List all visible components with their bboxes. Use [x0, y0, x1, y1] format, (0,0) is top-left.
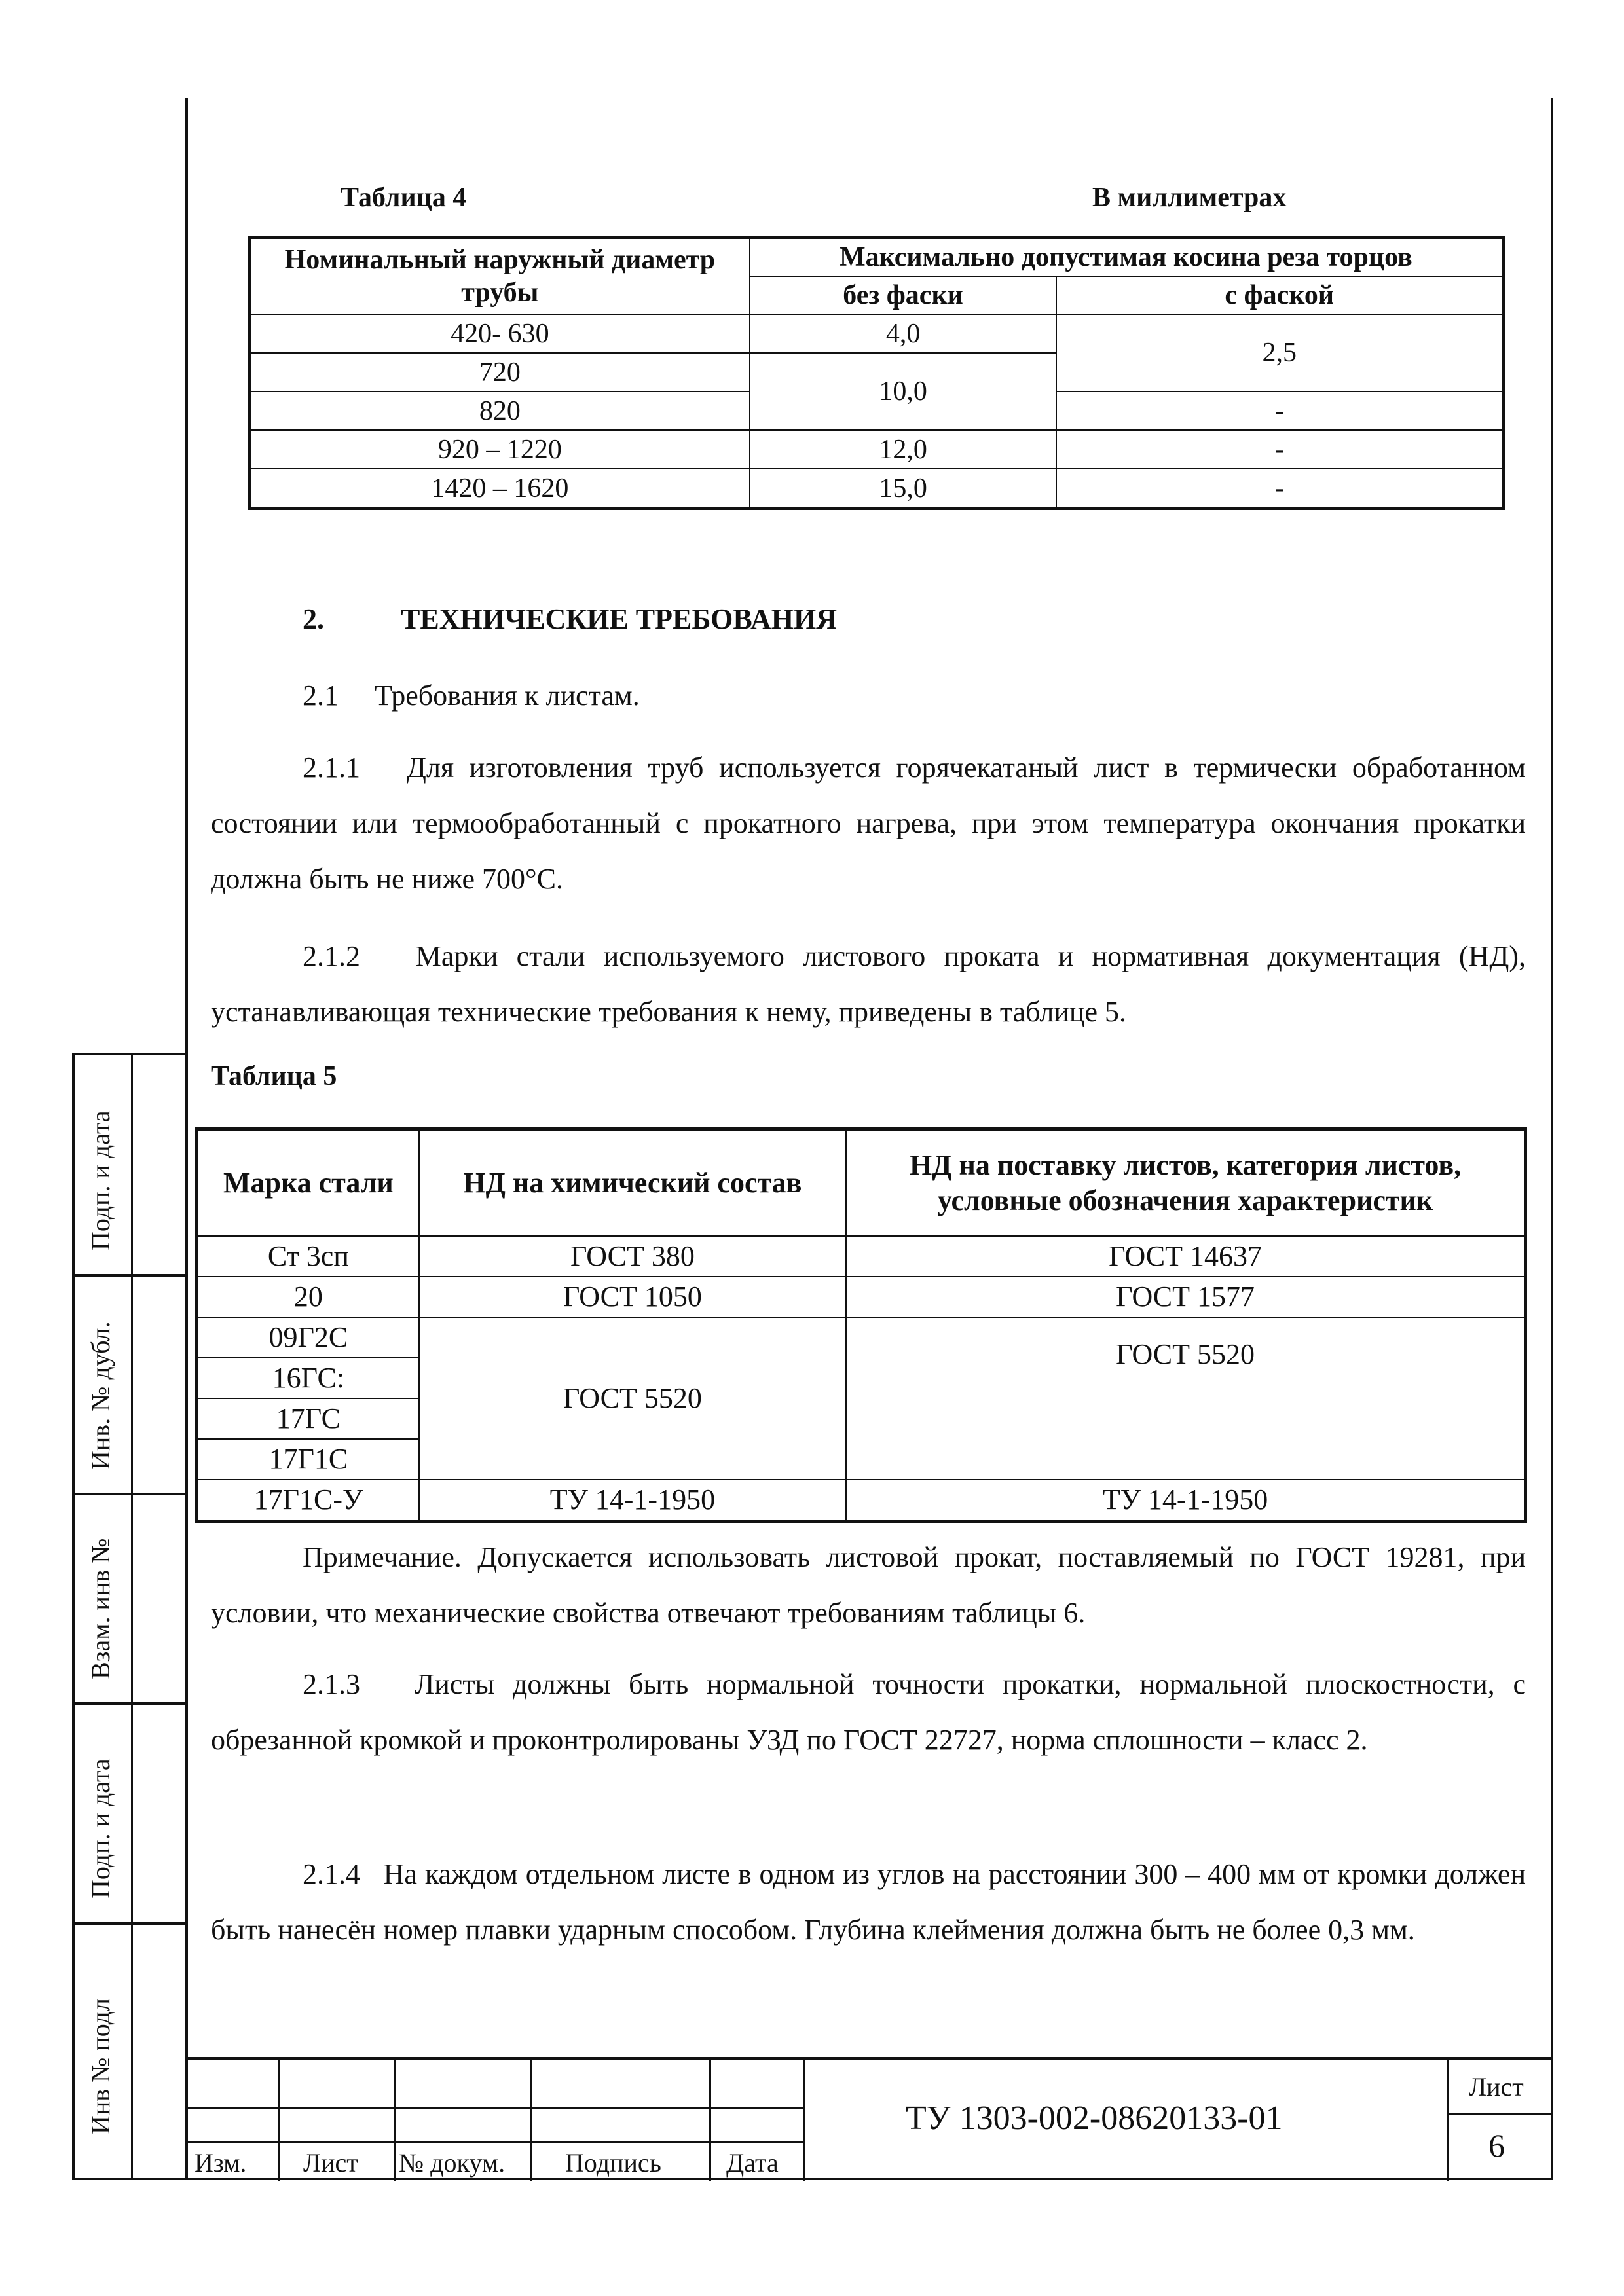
table-row: [197, 1236, 1526, 1277]
section-title: ТЕХНИЧЕСКИЕ ТРЕБОВАНИЯ: [401, 603, 837, 635]
table5-cell: 17Г1С-У: [197, 1480, 419, 1522]
frame-left-border: [185, 98, 188, 2180]
table4-header-group: Максимально допустимая косина реза торцов: [750, 238, 1504, 277]
table5-header-grade: Марка стали: [197, 1129, 419, 1237]
sheet-label: Лист: [1469, 2072, 1524, 2102]
table5-cell: ГОСТ 5520: [846, 1317, 1525, 1480]
table5-cell: 16ГС:: [197, 1358, 419, 1398]
table4-cell: 1420 – 1620: [249, 469, 750, 509]
table4-caption: Таблица 4: [341, 183, 467, 213]
table-row: [249, 469, 1504, 509]
section-number: 2.: [303, 603, 324, 635]
table-row: [249, 430, 1504, 469]
table5-cell: 09Г2С: [197, 1317, 419, 1358]
side-label-replace-inv: Взам. инв №: [86, 1538, 115, 1679]
note-paragraph: Примечание. Допускается использовать листовой прокат, поставляемый по ГОСТ 19281, при условии, что механические свойства отвечают требованиям таблицы 6.: [211, 1541, 1526, 1629]
table5-cell: ГОСТ 5520: [419, 1317, 846, 1480]
table5-cell: ГОСТ 380: [419, 1236, 846, 1277]
title-block: [185, 2057, 1552, 2181]
table4: [248, 236, 1505, 510]
table4-cell: 920 – 1220: [249, 430, 750, 469]
table5-cell: ГОСТ 1050: [419, 1277, 846, 1317]
table4-cell: 4,0: [750, 314, 1057, 353]
table4-cell: -: [1056, 430, 1503, 469]
table5-cell: 17ГС: [197, 1398, 419, 1439]
document-code: ТУ 1303-002-08620133-01: [906, 2100, 1283, 2137]
side-label-orig-inv: Инв № подл: [86, 1998, 115, 2134]
paragraph-2-1-1: 2.1.1 Для изготовления труб используется горячекатаный лист в термически обработанном состоянии или термообработанный с прокатного нагрева, при этом температура окончания прокатки должна быть не ниже 700°С.: [211, 752, 1533, 895]
table5-cell: 20: [197, 1277, 419, 1317]
title-block-data: Дата: [726, 2148, 779, 2178]
table5-cell: 17Г1С: [197, 1439, 419, 1480]
title-block-vline: [394, 2060, 396, 2181]
side-label-dup-inv: Инв. № дубл.: [86, 1321, 115, 1470]
table4-cell: 720: [249, 353, 750, 392]
paragraph-2-1-3: 2.1.3 Листы должны быть нормальной точности прокатки, нормальной плоскостности, с обрезанной кромкой и проконтролированы УЗД по ГОСТ 22727, норма сплошности – класс 2.: [211, 1668, 1533, 1756]
title-block-vline: [709, 2060, 711, 2181]
paragraph-2-1-4: 2.1.4 На каждом отдельном листе в одном из углов на расстоянии 300 – 400 мм от кромки должен быть нанесён номер плавки ударным способом. Глубина клеймения должна быть не более 0,3 мм.: [211, 1858, 1533, 1946]
table-row: [197, 1277, 1526, 1317]
table-row: [197, 1317, 1526, 1358]
side-stamp-sep: [72, 1922, 185, 1925]
title-block-vline: [278, 2060, 280, 2181]
table4-cell: 12,0: [750, 430, 1057, 469]
table4-header-no-chamfer: без фаски: [750, 276, 1057, 314]
table5-caption: Таблица 5: [211, 1061, 337, 1091]
table4-units: В миллиметрах: [1092, 183, 1287, 213]
table4-cell: 2,5: [1056, 314, 1503, 392]
table5: [195, 1127, 1527, 1523]
table5-cell: ТУ 14-1-1950: [846, 1480, 1525, 1522]
title-block-vline: [803, 2060, 805, 2181]
title-block-vline: [1447, 2060, 1449, 2181]
table5-cell: ТУ 14-1-1950: [419, 1480, 846, 1522]
title-block-izm: Изм.: [194, 2148, 247, 2178]
table4-header-chamfer: с фаской: [1056, 276, 1503, 314]
table5-cell: ГОСТ 1577: [846, 1277, 1525, 1317]
title-block-vline: [530, 2060, 532, 2181]
side-stamp-sep: [72, 1702, 185, 1705]
frame-right-border: [1551, 98, 1553, 2180]
table5-header-chem: НД на химический состав: [419, 1129, 846, 1237]
table5-header-supply: НД на поставку листов, категория листов, условные обозначения характеристик: [846, 1129, 1525, 1237]
title-block-hline: [1447, 2113, 1552, 2115]
table4-cell: 420- 630: [249, 314, 750, 353]
table4-cell: -: [1056, 392, 1503, 430]
title-block-list: Лист: [303, 2148, 358, 2178]
table4-cell: 820: [249, 392, 750, 430]
side-stamp-divider: [131, 1053, 133, 2180]
paragraph-2-1: 2.1 Требования к листам.: [303, 680, 640, 712]
table5-cell: Ст 3сп: [197, 1236, 419, 1277]
table4-header-diameter: Номинальный наружный диаметр трубы: [249, 238, 750, 315]
paragraph-2-1-2: 2.1.2 Марки стали используемого листового проката и нормативная документация (НД), устанавливающая технические требования к нему, приведены в таблице 5.: [211, 940, 1533, 1028]
table4-cell: 15,0: [750, 469, 1057, 509]
table4-cell: -: [1056, 469, 1503, 509]
side-label-sign-date-1: Подп. и дата: [86, 1110, 115, 1250]
side-label-sign-date-2: Подп. и дата: [86, 1758, 115, 1899]
table-row: [197, 1480, 1526, 1522]
title-block-podpis: Подпись: [565, 2148, 661, 2178]
table4-cell: 10,0: [750, 353, 1057, 430]
side-stamp-sep: [72, 1274, 185, 1277]
table-row: [249, 314, 1504, 353]
side-stamp-sep: [72, 1493, 185, 1495]
title-block-dokum: № докум.: [399, 2148, 506, 2178]
table5-cell: ГОСТ 14637: [846, 1236, 1525, 1277]
sheet-number: 6: [1488, 2127, 1505, 2164]
